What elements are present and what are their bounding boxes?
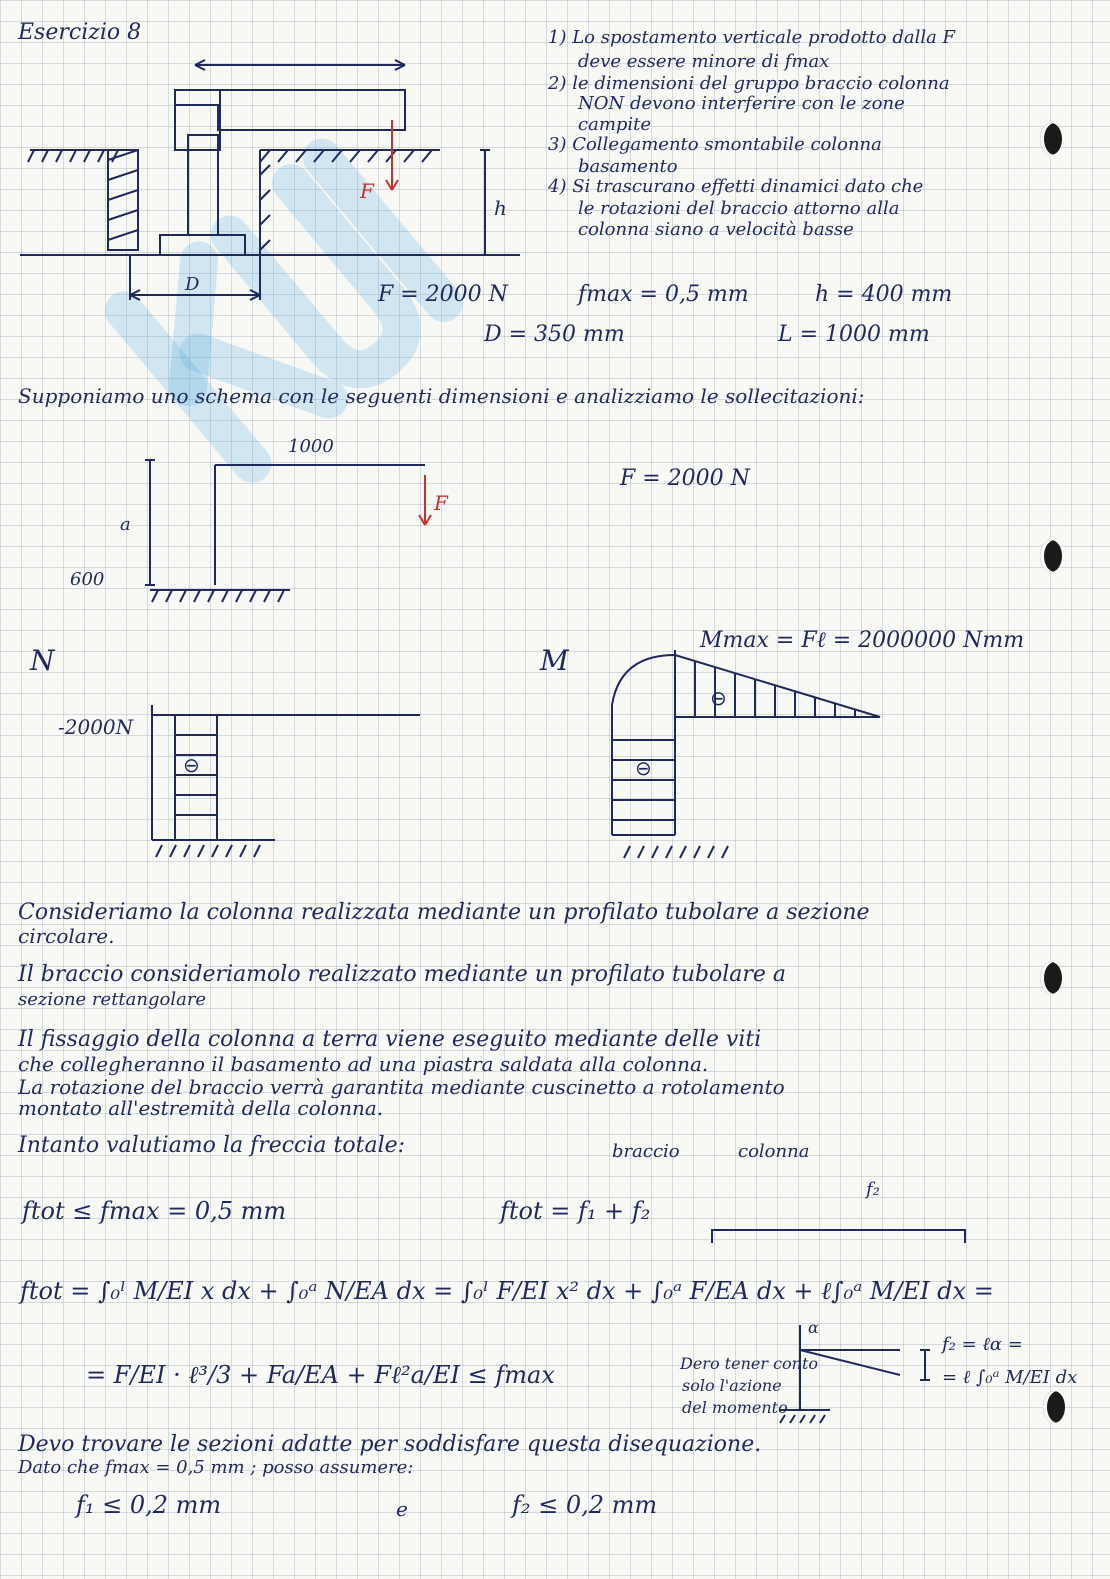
m-diagram-max: Mmax = Fℓ = 2000000 Nmm	[700, 628, 1025, 653]
side-formula-line: = ℓ ∫₀ᵃ M/EI dx	[942, 1367, 1078, 1388]
n-sign-icon: ⊖	[183, 753, 200, 777]
m-sign-icon-arm: ⊖	[710, 686, 727, 710]
equation-ftot-sum: ftot = f₁ + f₂	[500, 1197, 651, 1225]
requirement-line: 1) Lo spostamento verticale prodotto dalla F	[548, 27, 956, 48]
schema-intro: Supponiamo uno schema con le seguenti dimensioni e analizziamo le sollecitazioni:	[18, 384, 865, 408]
requirement-line: 4) Si trascurano effetti dinamici dato che	[548, 176, 924, 197]
n-diagram	[140, 705, 440, 865]
side-note-line: Dero tener conto	[680, 1354, 819, 1373]
equation-result: = F/EI · ℓ³/3 + Fa/EA + Fℓ²a/EI ≤ fmax	[86, 1361, 555, 1389]
equation-integral: ftot = ∫₀ˡ M/EI x dx + ∫₀ᵃ N/EA dx = ∫₀ˡ F/EI x² dx + ∫₀ᵃ F/EA dx + ℓ∫₀ᵃ M/EI dx =	[20, 1277, 994, 1305]
closing-line: Dato che fmax = 0,5 mm ; posso assumere:	[18, 1457, 414, 1478]
schema-force-label: F	[434, 491, 448, 515]
given-d: D = 350 mm	[484, 322, 625, 347]
label-braccio: braccio	[612, 1141, 680, 1162]
alpha-label: α	[808, 1318, 819, 1337]
binder-hole-icon	[1040, 962, 1062, 994]
equation-ftot-limit: ftot ≤ fmax = 0,5 mm	[22, 1197, 287, 1225]
given-l: L = 1000 mm	[778, 322, 930, 347]
paragraph-line: montato all'estremità della colonna.	[18, 1096, 384, 1120]
binder-hole-icon	[1043, 1391, 1065, 1423]
force-label: F	[360, 179, 374, 203]
m-diagram	[600, 650, 900, 870]
closing-line: Devo trovare le sezioni adatte per soddisfare questa disequazione.	[18, 1432, 762, 1457]
requirement-line: basamento	[578, 156, 678, 177]
column-arm-sketch	[20, 50, 520, 310]
assumption-f1: f₁ ≤ 0,2 mm	[76, 1491, 222, 1519]
paragraph-line: che collegheranno il basamento ad una piastra saldata alla colonna.	[18, 1052, 709, 1076]
requirement-line: le rotazioni del braccio attorno alla	[578, 198, 900, 219]
requirement-line: NON devono interferire con le zone	[578, 93, 905, 114]
f2-bracket	[710, 1225, 970, 1245]
m-sign-icon-column: ⊖	[635, 756, 652, 780]
requirement-line: campite	[578, 114, 652, 135]
schema-height: 600	[70, 569, 105, 590]
n-diagram-title: N	[30, 644, 55, 677]
requirement-line: 2) le dimensioni del gruppo braccio colonna	[548, 73, 950, 94]
h-label: h	[494, 196, 507, 220]
structural-schema	[70, 430, 490, 620]
d-label: D	[185, 274, 200, 295]
m-diagram-title: M	[540, 644, 569, 677]
requirement-line: colonna siano a velocità basse	[578, 219, 854, 240]
side-note-line: solo l'azione	[682, 1376, 782, 1395]
paragraph-line: La rotazione del braccio verrà garantita mediante cuscinetto a rotolamento	[18, 1075, 785, 1099]
paragraph-line: Il braccio consideriamolo realizzato mediante un profilato tubolare a	[18, 962, 787, 987]
paragraph-line: circolare.	[18, 924, 115, 948]
given-h: h = 400 mm	[815, 282, 953, 307]
paragraph-line: Il fissaggio della colonna a terra viene eseguito mediante delle viti	[18, 1027, 762, 1052]
label-f2: f₂	[866, 1179, 880, 1200]
paragraph-line: Intanto valutiamo la freccia totale:	[18, 1133, 406, 1158]
schema-length: 1000	[288, 436, 334, 457]
given-force: F = 2000 N	[378, 282, 508, 307]
side-note-line: del momento	[682, 1398, 788, 1417]
schema-a-label: a	[120, 514, 131, 535]
given-fmax: fmax = 0,5 mm	[578, 282, 749, 307]
assumption-separator: e	[396, 1497, 408, 1521]
n-diagram-value: -2000N	[58, 715, 134, 739]
assumption-f2: f₂ ≤ 0,2 mm	[512, 1491, 658, 1519]
paragraph-line: sezione rettangolare	[18, 989, 207, 1010]
binder-hole-icon	[1040, 123, 1062, 155]
schema-force: F = 2000 N	[620, 466, 750, 491]
paragraph-line: Consideriamo la colonna realizzata mediante un profilato tubolare a sezione	[18, 900, 870, 925]
exercise-title: Esercizio 8	[18, 20, 142, 45]
binder-hole-icon	[1040, 540, 1062, 572]
requirement-line: 3) Collegamento smontabile colonna	[548, 134, 882, 155]
side-formula-line: f₂ = ℓα =	[942, 1334, 1023, 1355]
requirement-line: deve essere minore di fmax	[578, 51, 830, 72]
label-colonna: colonna	[738, 1141, 810, 1162]
